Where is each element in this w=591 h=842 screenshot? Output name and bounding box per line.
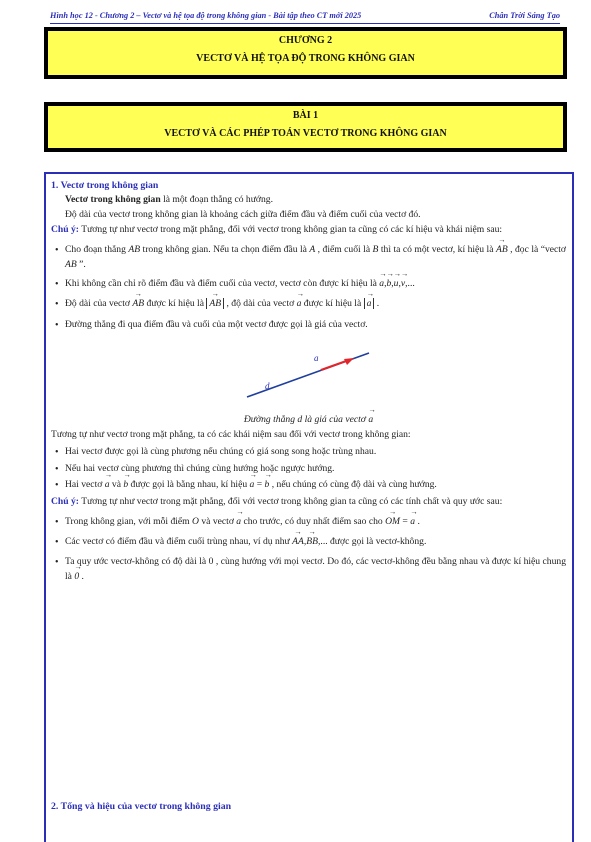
vector-a: a → — [250, 478, 255, 493]
vector-v: v → — [401, 277, 405, 292]
text: ”. — [76, 258, 86, 270]
bullet-vector-notation: • Khi không cần chỉ rõ điểm đầu và điểm cuối của vectơ, vectơ còn được kí hiệu là a →,b →,u →,v →,... — [51, 277, 566, 292]
text: cho trước, có duy nhất điểm sao cho — [241, 516, 386, 528]
vector-line-diagram — [51, 333, 571, 411]
lesson-title: VECTƠ VÀ CÁC PHÉP TOÁN VECTƠ TRONG KHÔNG GIAN — [164, 128, 447, 139]
text: được gọi là bằng nhau, kí hiệu — [128, 479, 250, 491]
length-paragraph: Độ dài của vectơ trong không gian là khoảng cách giữa điểm đầu và điểm cuối của vectơ đó. — [65, 209, 421, 221]
section-2-heading: 2. Tổng và hiệu của vectơ trong không gian — [51, 801, 232, 812]
text: , đọc là “vectơ — [507, 243, 567, 255]
bullet-line-support: • Đường thẳng đi qua điểm đầu và cuối của một vectơ được gọi là giá của vectơ. — [51, 318, 566, 333]
note-1 — [51, 223, 566, 238]
header-divider — [50, 23, 560, 24]
note-2-text: Tương tự như vectơ trong mặt phẳng, đối với vectơ trong không gian ta cũng có các tính chất và quy ước sau: — [79, 496, 503, 508]
math-d: d — [297, 414, 303, 426]
text: được kí hiệu là — [301, 298, 364, 310]
vector-b: b → — [386, 277, 391, 292]
norm-ab — [206, 298, 224, 309]
vector-a: a → — [105, 478, 110, 493]
vector-figure — [51, 333, 566, 411]
vector-ab: AB → — [496, 243, 508, 258]
norm-a — [364, 298, 375, 309]
note-2-label: Chú ý: — [51, 496, 79, 508]
text: . — [79, 570, 84, 582]
text: Trong không gian, với mỗi điểm — [65, 516, 193, 528]
content-inner — [51, 178, 566, 585]
vector-om: OM → — [385, 515, 400, 530]
definition-paragraph — [51, 193, 566, 208]
note-2 — [51, 495, 566, 510]
vector-ab: AB → — [132, 297, 144, 312]
vector-ab: AB → — [209, 297, 221, 312]
vector-arrow-shaft — [321, 360, 349, 370]
definition-term: Vectơ trong không gian — [65, 194, 161, 206]
text: , nếu chúng có cùng độ dài và cùng hướng. — [269, 479, 437, 491]
text: Khi không cần chỉ rõ điểm đầu và điểm cuối của vectơ, vectơ còn được kí hiệu là — [65, 278, 380, 290]
lesson-label: BÀI 1 — [292, 110, 319, 121]
text: thì ta có một vectơ, kí hiệu là — [378, 243, 496, 255]
text: , cùng hướng với mọi vectơ. Do đó, các vectơ-không đều bằng nhau và được kí hiệu chung là — [65, 555, 566, 582]
text: Cho đoạn thẳng — [65, 243, 129, 255]
bullet-collinear: • Hai vectơ được gọi là cùng phương nếu chúng có giá song song hoặc trùng nhau. — [51, 445, 566, 460]
content-box — [44, 172, 574, 842]
vector-arrow-head — [344, 358, 354, 365]
page-header — [50, 11, 560, 20]
math-ab-2: AB — [65, 258, 77, 270]
text: Đường thẳng — [243, 414, 298, 426]
section-1-heading: 1. Vectơ trong không gian — [51, 180, 159, 191]
note-1-text: Tương tự như vectơ trong mặt phẳng, đối với vectơ trong không gian ta cũng có các kí hiệu và khái niệm sau: — [79, 223, 503, 235]
bullet-zero-convention — [51, 555, 566, 585]
math-b-point: B — [372, 243, 379, 255]
text: , điểm cuối là — [315, 243, 373, 255]
vector-a: a → — [368, 413, 373, 428]
note-1-label: Chú ý: — [51, 223, 79, 235]
equals: = — [400, 516, 411, 528]
text: , độ dài của vectơ — [224, 298, 297, 310]
vector-bb: BB → — [306, 535, 318, 550]
text: trong không gian. Nếu ta chọn điểm đầu là — [140, 243, 310, 255]
bullet-zero-vector: • Các vectơ có điểm đầu và điểm cuối trùng nhau, ví dụ như AA →,BB →,... được gọi là vectơ-không. — [51, 535, 566, 550]
text: Ta quy ước vectơ-không có độ dài là — [65, 555, 209, 567]
math-a-point: A — [309, 243, 316, 255]
header-left: Hình học 12 - Chương 2 – Vectơ và hệ tọa độ trong không gian - Bài tập theo CT mới 2025 — [50, 11, 362, 20]
vector-a: a → — [367, 297, 372, 312]
text: ,... được gọi là vectơ-không. — [318, 536, 427, 548]
math-zero: 0 — [208, 555, 214, 567]
chapter-label: CHƯƠNG 2 — [278, 35, 333, 46]
chapter-banner — [44, 27, 567, 79]
label-a: a — [314, 353, 319, 364]
math-ab: AB — [128, 243, 141, 255]
text: Độ dài của vectơ — [65, 298, 133, 310]
figure-caption — [51, 413, 566, 428]
vector-zero: 0 → — [74, 570, 79, 585]
text: là giá của vectơ — [302, 414, 369, 426]
text: được kí hiệu là — [144, 298, 207, 310]
text: và vectơ — [198, 516, 237, 528]
definition-rest: là một đoạn thẳng có hướng. — [160, 194, 273, 206]
text: . — [374, 298, 380, 310]
lesson-banner — [44, 102, 567, 152]
label-d: d — [265, 381, 270, 392]
bullet-vector-length — [51, 297, 566, 312]
text: Các vectơ có điểm đầu và điểm cuối trùng nhau, ví dụ như — [65, 536, 293, 548]
bullet-segment-ab — [51, 243, 566, 273]
vector-b: b → — [123, 478, 128, 493]
vector-a: a → — [410, 515, 415, 530]
vector-a: a → — [379, 277, 384, 292]
text: và — [109, 479, 124, 491]
vector-aa: AA → — [292, 535, 304, 550]
chapter-title: VECTƠ VÀ HỆ TỌA ĐỘ TRONG KHÔNG GIAN — [196, 53, 415, 64]
math-o: O — [192, 516, 199, 528]
text: . — [415, 516, 420, 528]
equals: = — [254, 479, 265, 491]
vector-u: u → — [394, 277, 399, 292]
vector-a: a → — [236, 515, 241, 530]
bullet-equal-vectors — [51, 478, 566, 493]
bullet-direction: • Nếu hai vectơ cùng phương thì chúng cùng hướng hoặc ngược hướng. — [51, 462, 566, 477]
vector-a: a → — [297, 297, 302, 312]
header-right: Chân Trời Sáng Tạo — [489, 11, 560, 20]
text: Hai vectơ — [65, 479, 105, 491]
vector-b: b → — [265, 478, 270, 493]
text: ,... — [405, 278, 415, 290]
similar-paragraph: Tương tự như vectơ trong mặt phẳng, ta có các khái niệm sau đối với vectơ trong không gian: — [51, 428, 411, 440]
